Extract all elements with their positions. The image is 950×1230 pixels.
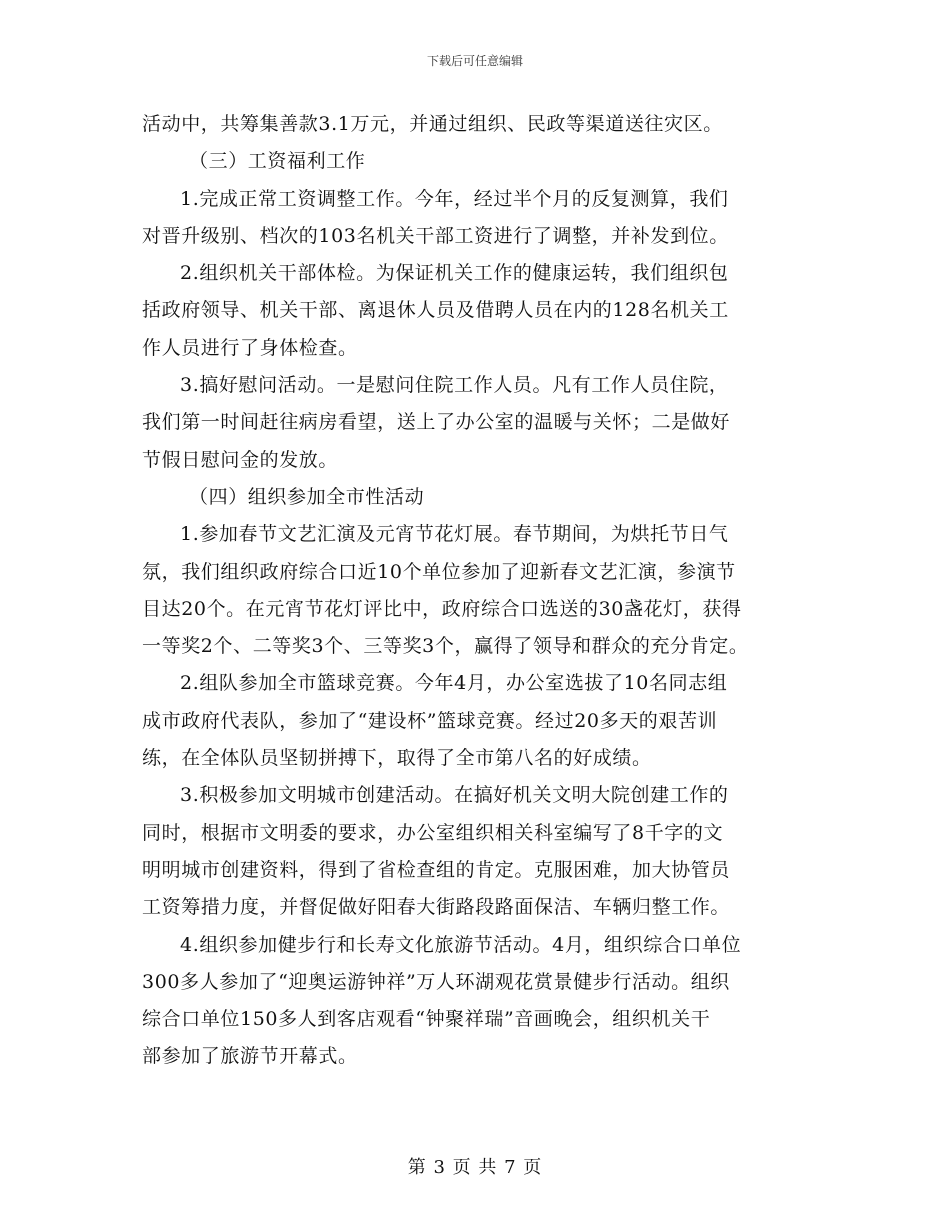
body-line: 活动中，共筹集善款3.1万元，并通过组织、民政等渠道送往灾区。 bbox=[142, 113, 723, 135]
body-line: 练，在全体队员坚韧拼搏下，取得了全市第八名的好成绩。 bbox=[142, 747, 652, 770]
body-line: 一等奖2个、二等奖3个、三等奖3个，赢得了领导和群众的充分肯定。 bbox=[142, 635, 749, 658]
paragraph-first-line: 3.搞好慰问活动。一是慰问住院工作人员。凡有工作人员住院， bbox=[180, 374, 729, 397]
paragraph-first-line: 3.积极参加文明城市创建活动。在搞好机关文明大院创建工作的 bbox=[180, 784, 729, 807]
paragraph-first-line: 2.组队参加全市篮球竞赛。今年4月，办公室选拔了10名同志组 bbox=[180, 672, 728, 695]
body-line: 节假日慰问金的发放。 bbox=[142, 448, 339, 471]
body-line: 氛，我们组织政府综合口近10个单位参加了迎新春文艺汇演，参演节 bbox=[142, 560, 736, 583]
body-line: 综合口单位150多人到客店观看“钟聚祥瑞”音画晚会，组织机关干 bbox=[142, 1008, 711, 1031]
body-line: 300多人参加了“迎奥运游钟祥”万人环湖观花赏景健步行活动。组织 bbox=[142, 970, 730, 993]
body-line: 部参加了旅游节开幕式。 bbox=[142, 1045, 358, 1068]
body-line: 明明城市创建资料，得到了省检查组的肯定。克服困难，加大协管员 bbox=[142, 858, 731, 881]
body-line: 我们第一时间赶往病房看望，送上了办公室的温暖与关怀；二是做好 bbox=[142, 411, 731, 434]
section-heading: （四）组织参加全市性活动 bbox=[189, 485, 425, 508]
paragraph-first-line: 4.组织参加健步行和长寿文化旅游节活动。4月，组织综合口单位 bbox=[180, 933, 742, 956]
body-line: 括政府领导、机关干部、离退休人员及借聘人员在内的128名机关工 bbox=[142, 299, 729, 322]
document-body bbox=[142, 106, 822, 1076]
page-header-note: 下载后可任意编辑 bbox=[426, 54, 523, 68]
body-line: 目达20个。在元宵节花灯评比中，政府综合口选送的30盏花灯，获得 bbox=[142, 597, 742, 620]
body-line: 同时，根据市文明委的要求，办公室组织相关科室编写了8千字的文 bbox=[142, 821, 724, 844]
body-line: 工资筹措力度，并督促做好阳春大街路段路面保洁、车辆归整工作。 bbox=[142, 896, 731, 919]
paragraph-first-line: 1.完成正常工资调整工作。今年，经过半个月的反复测算，我们 bbox=[180, 187, 729, 210]
paragraph-first-line: 2.组织机关干部体检。为保证机关工作的健康运转，我们组织包 bbox=[180, 262, 729, 285]
page-number-footer: 第 3 页 共 7 页 bbox=[407, 1157, 543, 1178]
section-heading: （三）工资福利工作 bbox=[189, 150, 366, 173]
paragraph-first-line: 1.参加春节文艺汇演及元宵节花灯展。春节期间，为烘托节日气 bbox=[180, 523, 729, 546]
body-line: 作人员进行了身体检查。 bbox=[142, 336, 358, 359]
body-line: 对晋升级别、档次的103名机关干部工资进行了调整，并补发到位。 bbox=[142, 224, 729, 247]
body-line: 成市政府代表队，参加了“建设杯”篮球竞赛。经过20多天的艰苦训 bbox=[142, 709, 718, 732]
